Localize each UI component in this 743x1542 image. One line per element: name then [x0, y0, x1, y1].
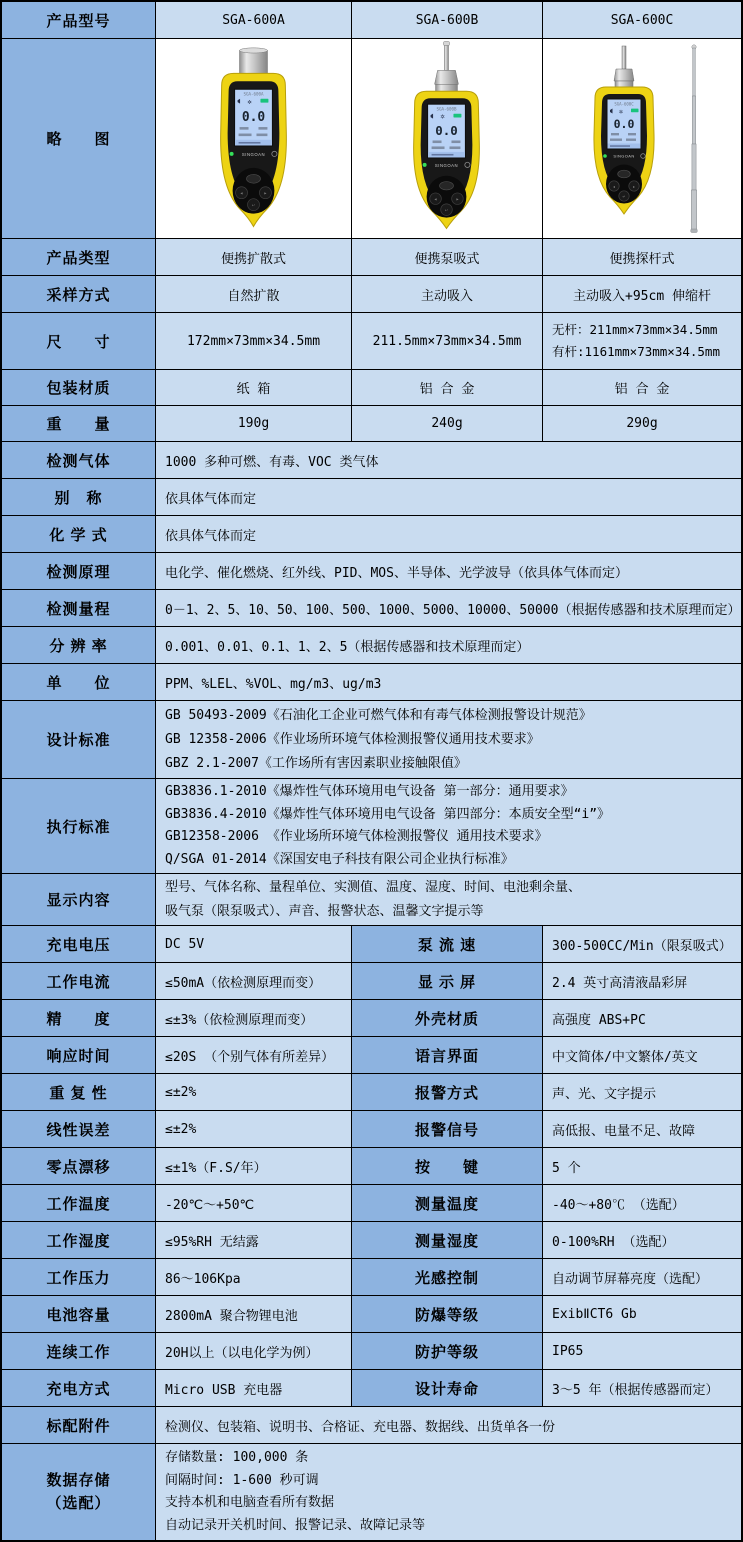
spec-label: 检测气体 — [2, 442, 156, 479]
model-name-sga-600a: SGA-600A — [156, 2, 352, 39]
spec-label: 重 复 性 — [2, 1074, 156, 1111]
pair-row-battery — [2, 1296, 741, 1333]
probe-tube — [445, 44, 449, 71]
brand-label: SINGOAN — [434, 162, 459, 168]
spec-label: 设计寿命 — [352, 1370, 543, 1407]
spec-value: 190g — [156, 406, 352, 442]
probe-tube — [622, 46, 626, 69]
screen-title: SGA-600C — [613, 101, 634, 107]
spec-value: ≤20S （个别气体有所差异） — [156, 1037, 352, 1074]
spec-value: ≤95%RH 无结露 — [156, 1222, 352, 1259]
data-storage-row — [2, 1444, 741, 1540]
device-illustration-c — [544, 39, 741, 238]
spec-value: 2.4 英寸高清液晶彩屏 — [543, 963, 741, 1000]
device-photo-sga-600b — [352, 39, 543, 239]
spec-label: 报警方式 — [352, 1074, 543, 1111]
label-line: （选配） — [46, 1495, 111, 1512]
spec-label: 尺 寸 — [2, 313, 156, 370]
spec-value: ≤±1%（F.S/年） — [156, 1148, 352, 1185]
svg-text:◂: ◂ — [612, 184, 615, 189]
spec-label: 响应时间 — [2, 1037, 156, 1074]
spec-value: 主动吸入+95cm 伸缩杆 — [543, 276, 741, 313]
spec-value: 自动调节屏幕亮度（选配） — [543, 1259, 741, 1296]
packaging-row — [2, 370, 741, 406]
accessories-row — [2, 1407, 741, 1444]
spec-label: 工作湿度 — [2, 1222, 156, 1259]
sketch-row — [2, 39, 741, 239]
standard-line: Q/SGA 01-2014《深国安电子科技有限公司企业执行标准》 — [165, 851, 514, 867]
pair-row-working-pressure — [2, 1259, 741, 1296]
spec-value: 高强度 ABS+PC — [543, 1000, 741, 1037]
spec-label: 充电方式 — [2, 1370, 156, 1407]
spec-label: 工作压力 — [2, 1259, 156, 1296]
dimensions-row — [2, 313, 741, 370]
svg-text:◂: ◂ — [240, 190, 243, 196]
telescopic-rod-seg2 — [692, 96, 695, 144]
device-illustration-b — [352, 39, 542, 238]
gas-row — [2, 442, 741, 479]
spec-label: 设计标准 — [2, 701, 156, 779]
spec-value: ≤±3%（依检测原理而变） — [156, 1000, 352, 1037]
spec-value: 铝 合 金 — [543, 370, 741, 406]
status-led — [230, 152, 234, 156]
spec-label: 连续工作 — [2, 1333, 156, 1370]
spec-value: 铝 合 金 — [352, 370, 543, 406]
svg-text:↵: ↵ — [251, 202, 256, 208]
spec-label: 按 键 — [352, 1148, 543, 1185]
display-content-row — [2, 874, 741, 926]
svg-text:▸: ▸ — [632, 184, 635, 189]
pair-row-working-temp — [2, 1185, 741, 1222]
battery-icon — [260, 99, 268, 103]
spec-label: 显 示 屏 — [352, 963, 543, 1000]
pair-row-linearity — [2, 1111, 741, 1148]
spec-value: 20H以上（以电化学为例） — [156, 1333, 352, 1370]
alias-row — [2, 479, 741, 516]
spec-value: 0－1、2、5、10、50、100、500、1000、5000、10000、50000（根据传感器和技术原理而定） — [156, 590, 741, 627]
spec-value: 依具体气体而定 — [156, 516, 741, 553]
menu-button — [440, 182, 454, 190]
device-photo-sga-600c — [543, 39, 741, 239]
spec-label: 电池容量 — [2, 1296, 156, 1333]
spec-value: 便携扩散式 — [156, 239, 352, 276]
spec-value: ExibⅡCT6 Gb — [543, 1296, 741, 1333]
spec-label: 标配附件 — [2, 1407, 156, 1444]
spec-value: 便携泵吸式 — [352, 239, 543, 276]
spec-value: 高低报、电量不足、故障 — [543, 1111, 741, 1148]
svg-text:▸: ▸ — [456, 196, 459, 202]
spec-value: ≤±2% — [156, 1074, 352, 1111]
spec-value: PPM、%LEL、%VOL、mg/m3、ug/m3 — [156, 664, 741, 701]
resolution-row — [2, 627, 741, 664]
spec-label: 重 量 — [2, 406, 156, 442]
principle-row — [2, 553, 741, 590]
product-type-row — [2, 239, 741, 276]
header-label: 产品型号 — [2, 2, 156, 39]
storage-line: 支持本机和电脑查看所有数据 — [165, 1495, 335, 1510]
battery-icon — [453, 114, 461, 118]
svg-text:▸: ▸ — [264, 190, 267, 196]
screen-title: SGA-600B — [436, 106, 457, 112]
spec-value: 电化学、催化燃烧、红外线、PID、MOS、半导体、光学波导（依具体气体而定） — [156, 553, 741, 590]
spec-label: 工作温度 — [2, 1185, 156, 1222]
spec-value — [543, 313, 741, 370]
spec-label: 执行标准 — [2, 779, 156, 874]
pair-row-repeatability — [2, 1074, 741, 1111]
pump-icon: ✲ — [247, 99, 252, 106]
spec-label: 分 辨 率 — [2, 627, 156, 664]
spec-label: 语言界面 — [352, 1037, 543, 1074]
spec-value: 0.001、0.01、0.1、1、2、5（根据传感器和技术原理而定） — [156, 627, 741, 664]
spec-label: 工作电流 — [2, 963, 156, 1000]
spec-label: 显示内容 — [2, 874, 156, 926]
spec-value: DC 5V — [156, 926, 352, 963]
weight-row — [2, 406, 741, 442]
pair-row-working-humidity — [2, 1222, 741, 1259]
spec-label: 检测量程 — [2, 590, 156, 627]
device-illustration-a — [156, 39, 351, 238]
content-line: 吸气泵（限泵吸式）、声音、报警状态、温馨文字提示等 — [165, 903, 484, 919]
spec-value: 300-500CC/Min（限泵吸式） — [543, 926, 741, 963]
spec-label: 精 度 — [2, 1000, 156, 1037]
standard-line: GB 50493-2009《石油化工企业可燃气体和有毒气体检测报警设计规范》 — [165, 707, 592, 723]
standard-line: GB 12358-2006《作业场所环境气体检测报警仪通用技术要求》 — [165, 731, 540, 747]
spec-label: 包装材质 — [2, 370, 156, 406]
spec-label: 产品类型 — [2, 239, 156, 276]
standard-line: GB12358-2006 《作业场所环境气体检测报警仪 通用技术要求》 — [165, 829, 548, 844]
spec-label: 检测原理 — [2, 553, 156, 590]
label-line: 数据存储 — [46, 1472, 111, 1489]
svg-text:◂: ◂ — [434, 196, 437, 202]
spec-label: 化 学 式 — [2, 516, 156, 553]
sensor-cap — [240, 50, 268, 74]
spec-value: 290g — [543, 406, 741, 442]
spec-value: 声、光、文字提示 — [543, 1074, 741, 1111]
spec-label: 单 位 — [2, 664, 156, 701]
spec-value: 纸 箱 — [156, 370, 352, 406]
spec-label: 充电电压 — [2, 926, 156, 963]
device-photo-sga-600a — [156, 39, 352, 239]
storage-line: 自动记录开关机时间、报警记录、故障记录等 — [165, 1517, 426, 1533]
probe-collar — [614, 69, 634, 81]
menu-button — [247, 174, 261, 183]
telescopic-rod-seg3 — [691, 144, 695, 190]
spec-label — [2, 1444, 156, 1540]
spec-label: 测量温度 — [352, 1185, 543, 1222]
screen-reading: 0.0 — [613, 117, 634, 131]
spec-value: IP65 — [543, 1333, 741, 1370]
spec-value: 2800mA 聚合物锂电池 — [156, 1296, 352, 1333]
storage-line: 间隔时间: 1-600 秒可调 — [165, 1472, 319, 1488]
standard-line: GBZ 2.1-2007《工作场所有害因素职业接触限值》 — [165, 755, 467, 771]
formula-row — [2, 516, 741, 553]
spec-label: 线性误差 — [2, 1111, 156, 1148]
svg-text:↵: ↵ — [621, 195, 626, 199]
pair-row-continuous-work — [2, 1333, 741, 1370]
spec-label: 防爆等级 — [352, 1296, 543, 1333]
pump-icon: ✲ — [618, 109, 623, 116]
svg-text:↵: ↵ — [444, 207, 449, 213]
spec-value: ≤50mA（依检测原理而变） — [156, 963, 352, 1000]
telescopic-rod-seg1 — [692, 48, 695, 96]
spec-label: 光感控制 — [352, 1259, 543, 1296]
dimension-line: 无杆：211mm×73mm×34.5mm — [552, 322, 718, 337]
spec-value: 3～5 年（根据传感器而定） — [543, 1370, 741, 1407]
spec-value — [156, 701, 741, 779]
units-row — [2, 664, 741, 701]
dimension-line: 有杆:1161mm×73mm×34.5mm — [552, 344, 720, 359]
spec-value — [156, 1444, 741, 1540]
spec-value: ≤±2% — [156, 1111, 352, 1148]
sketch-label: 略 图 — [2, 39, 156, 239]
spec-label: 采样方式 — [2, 276, 156, 313]
spec-value: 自然扩散 — [156, 276, 352, 313]
spec-value: 211.5mm×73mm×34.5mm — [352, 313, 543, 370]
spec-value: 1000 多种可燃、有毒、VOC 类气体 — [156, 442, 741, 479]
screen-title: SGA-600A — [243, 91, 264, 97]
brand-label: SINGOAN — [612, 153, 635, 159]
brand-label: SINGOAN — [241, 151, 266, 157]
spec-value: 检测仪、包装箱、说明书、合格证、充电器、数据线、出货单各一份 — [156, 1407, 741, 1444]
spec-label: 测量湿度 — [352, 1222, 543, 1259]
screen-reading: 0.0 — [435, 123, 458, 139]
pair-row-charging-method — [2, 1370, 741, 1407]
standard-line: GB3836.4-2010《爆炸性气体环境用电气设备 第四部分：本质安全型“i”》 — [165, 806, 611, 822]
design-standards-row — [2, 701, 741, 779]
battery-icon — [631, 109, 639, 113]
model-name-sga-600b: SGA-600B — [352, 2, 543, 39]
menu-button — [617, 170, 630, 178]
model-name-sga-600c: SGA-600C — [543, 2, 741, 39]
spec-value — [156, 874, 741, 926]
pair-row-working-current — [2, 963, 741, 1000]
storage-line: 存储数量: 100,000 条 — [165, 1450, 309, 1465]
pump-icon: ✲ — [440, 114, 445, 121]
spec-label: 外壳材质 — [352, 1000, 543, 1037]
status-led — [603, 154, 607, 158]
spec-value: Micro USB 充电器 — [156, 1370, 352, 1407]
probe-collar — [435, 70, 459, 84]
telescopic-rod-cap — [690, 229, 696, 233]
spec-value: 172mm×73mm×34.5mm — [156, 313, 352, 370]
spec-label: 报警信号 — [352, 1111, 543, 1148]
spec-label: 零点漂移 — [2, 1148, 156, 1185]
pair-row-zero-drift — [2, 1148, 741, 1185]
screen-reading: 0.0 — [241, 110, 266, 126]
spec-value: 86～106Kpa — [156, 1259, 352, 1296]
execution-standards-row — [2, 779, 741, 874]
header-row — [2, 2, 741, 39]
spec-label: 别 称 — [2, 479, 156, 516]
spec-value — [156, 779, 741, 874]
spec-label: 防护等级 — [352, 1333, 543, 1370]
spec-value: 5 个 — [543, 1148, 741, 1185]
range-row — [2, 590, 741, 627]
pair-row-response-time — [2, 1037, 741, 1074]
pair-row-accuracy — [2, 1000, 741, 1037]
spec-label: 泵 流 速 — [352, 926, 543, 963]
standard-line: GB3836.1-2010《爆炸性气体环境用电气设备 第一部分：通用要求》 — [165, 784, 574, 799]
status-led — [423, 163, 427, 167]
spec-value: 0-100%RH （选配） — [543, 1222, 741, 1259]
spec-value: -40～+80℃ （选配） — [543, 1185, 741, 1222]
spec-value: 中文简体/中文繁体/英文 — [543, 1037, 741, 1074]
spec-value: -20℃～+50℃ — [156, 1185, 352, 1222]
telescopic-rod-seg4 — [691, 190, 696, 230]
pair-row-charge-voltage — [2, 926, 741, 963]
content-line: 型号、气体名称、量程单位、实测值、温度、湿度、时间、电池剩余量、 — [165, 879, 582, 895]
sampling-row — [2, 276, 741, 313]
spec-value: 240g — [352, 406, 543, 442]
spec-value: 主动吸入 — [352, 276, 543, 313]
spec-value: 依具体气体而定 — [156, 479, 741, 516]
spec-value: 便携探杆式 — [543, 239, 741, 276]
